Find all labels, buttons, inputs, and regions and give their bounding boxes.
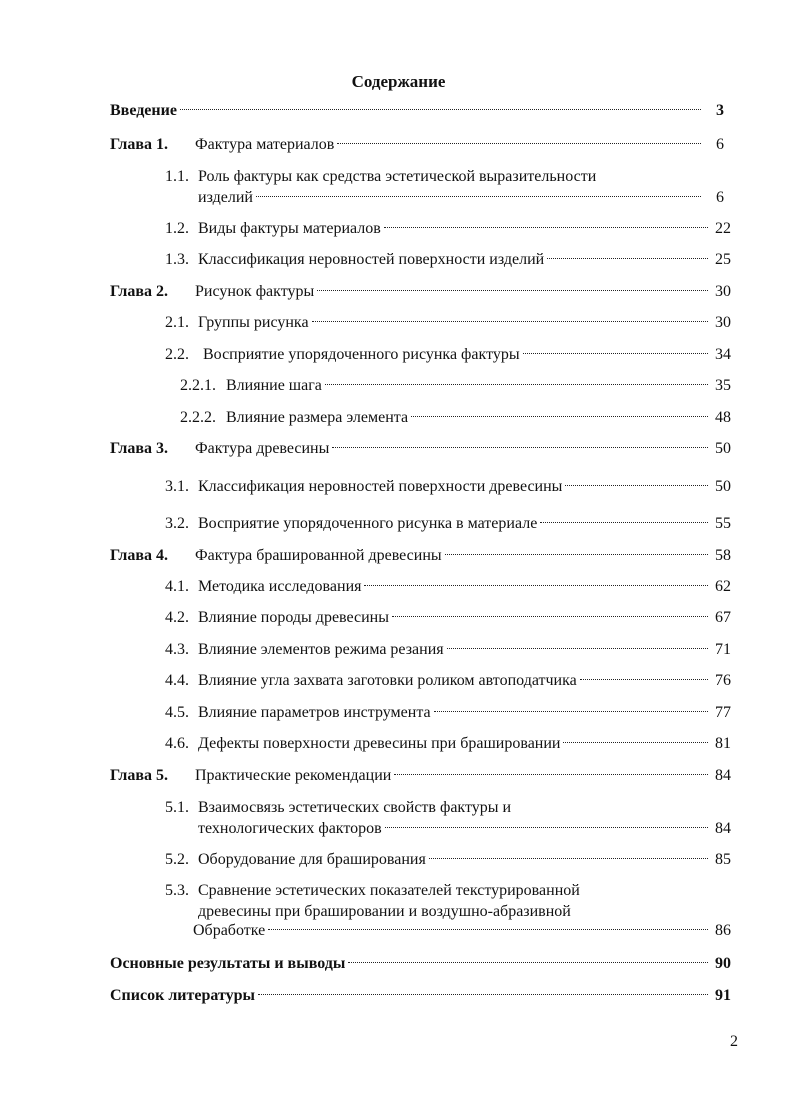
entry-text: Виды фактуры материалов	[198, 220, 381, 237]
entry-label: 4.4.	[165, 672, 189, 689]
toc-entry-3-1[interactable]	[165, 476, 731, 498]
leader-dots	[523, 353, 708, 354]
entry-label: 5.2.	[165, 851, 189, 868]
leader-dots	[384, 227, 708, 228]
toc-entry-5-3-line1[interactable]	[165, 880, 580, 902]
entry-label: Глава 4.	[110, 547, 168, 564]
entry-label: 1.1.	[165, 168, 189, 185]
leader-dots	[447, 648, 708, 649]
toc-entry-1-1-line2[interactable]	[198, 187, 724, 209]
toc-entry-chapter-1[interactable]	[110, 134, 724, 156]
toc-entry-1-1-line1[interactable]	[165, 166, 596, 188]
toc-entry-4-4[interactable]	[165, 670, 731, 692]
entry-label: 2.2.	[165, 346, 189, 363]
entry-label: 3.1.	[165, 478, 189, 495]
leader-dots	[180, 109, 701, 110]
entry-label: 2.2.2.	[180, 409, 216, 426]
entry-label: 4.3.	[165, 641, 189, 658]
entry-page: 35	[715, 377, 731, 394]
entry-page: 85	[715, 851, 731, 868]
entry-text: Влияние параметров инструмента	[198, 704, 431, 721]
entry-page: 67	[715, 609, 731, 626]
entry-label: 4.5.	[165, 704, 189, 721]
entry-page: 84	[715, 767, 731, 784]
entry-page: 76	[715, 672, 731, 689]
entry-text: Группы рисунка	[198, 314, 309, 331]
entry-page: 86	[715, 922, 731, 939]
entry-text: Рисунок фактуры	[195, 283, 315, 300]
entry-label: Глава 1.	[110, 136, 168, 153]
entry-page: 30	[715, 283, 731, 300]
toc-entry-2-2-2[interactable]	[180, 407, 731, 429]
entry-page: 50	[715, 440, 731, 457]
entry-label: Глава 3.	[110, 440, 168, 457]
leader-dots	[580, 679, 708, 680]
leader-dots	[348, 962, 708, 963]
toc-entry-5-2[interactable]	[165, 849, 731, 871]
toc-entry-5-1-line2[interactable]	[198, 818, 731, 840]
entry-page: 50	[715, 478, 731, 495]
leader-dots	[364, 585, 708, 586]
entry-label: Глава 5.	[110, 767, 168, 784]
toc-entry-chapter-2[interactable]	[110, 281, 731, 303]
entry-text: Фактура древесины	[195, 440, 330, 457]
entry-label: 4.1.	[165, 578, 189, 595]
toc-entry-chapter-3[interactable]	[110, 438, 731, 460]
leader-dots	[317, 290, 708, 291]
toc-entry-2-2-1[interactable]	[180, 375, 731, 397]
entry-text: Дефекты поверхности древесины при брашировании	[198, 735, 561, 752]
toc-entry-introduction[interactable]	[110, 100, 724, 122]
toc-entry-3-2[interactable]	[165, 513, 731, 535]
toc-entry-4-3[interactable]	[165, 639, 731, 661]
entry-page: 62	[715, 578, 731, 595]
leader-dots	[394, 774, 708, 775]
entry-label: 4.2.	[165, 609, 189, 626]
entry-label: 3.2.	[165, 515, 189, 532]
leader-dots	[332, 447, 708, 448]
toc-entry-bibliography[interactable]	[110, 985, 731, 1007]
toc-entry-4-6[interactable]	[165, 733, 731, 755]
entry-text-line2: технологических факторов	[198, 820, 382, 837]
page-title: Содержание	[351, 72, 446, 91]
toc-entry-1-2[interactable]	[165, 218, 731, 240]
entry-text: Фактура материалов	[195, 136, 335, 153]
entry-text: Влияние размера элемента	[226, 409, 409, 426]
entry-page: 55	[715, 515, 731, 532]
entry-page: 6	[716, 136, 724, 153]
entry-text: Восприятие упорядоченного рисунка фактуры	[203, 346, 520, 363]
entry-label: 4.6.	[165, 735, 189, 752]
entry-page: 3	[716, 102, 724, 119]
entry-text: Влияние породы древесины	[198, 609, 389, 626]
entry-label: 2.1.	[165, 314, 189, 331]
entry-page: 34	[715, 346, 731, 363]
leader-dots	[547, 258, 708, 259]
entry-text: Фактура брашированной древесины	[195, 547, 442, 564]
entry-label: 1.3.	[165, 251, 189, 268]
entry-page: 6	[716, 189, 724, 206]
entry-page: 77	[715, 704, 731, 721]
toc-entry-5-1-line1[interactable]	[165, 797, 511, 819]
toc-entry-4-1[interactable]	[165, 576, 731, 598]
entry-page: 84	[715, 820, 731, 837]
entry-text: Оборудование для браширования	[198, 851, 426, 868]
entry-text-line2: изделий	[198, 189, 253, 206]
entry-page: 71	[715, 641, 731, 658]
toc-entry-chapter-4[interactable]	[110, 545, 731, 567]
toc-entry-2-1[interactable]	[165, 312, 731, 334]
leader-dots	[325, 384, 708, 385]
toc-entry-results[interactable]	[110, 953, 731, 975]
entry-page: 25	[715, 251, 731, 268]
leader-dots	[429, 858, 708, 859]
toc-entry-4-5[interactable]	[165, 702, 731, 724]
entry-page: 90	[715, 955, 731, 972]
entry-text: Классификация неровностей поверхности изделий	[198, 251, 545, 268]
entry-text: Введение	[110, 102, 177, 119]
entry-page: 81	[715, 735, 731, 752]
entry-text: Влияние шага	[226, 377, 322, 394]
leader-dots	[434, 711, 708, 712]
leader-dots	[565, 485, 708, 486]
toc-entry-5-3-line3[interactable]	[193, 920, 731, 942]
leader-dots	[540, 522, 708, 523]
entry-text: Влияние угла захвата заготовки роликом автоподатчика	[198, 672, 577, 689]
leader-dots	[445, 554, 708, 555]
entry-page: 91	[715, 987, 731, 1004]
leader-dots	[312, 321, 708, 322]
leader-dots	[258, 994, 708, 995]
entry-text: Методика исследования	[198, 578, 362, 595]
entry-text-line1: Взаимосвязь эстетических свойств фактуры и	[198, 799, 512, 816]
entry-page: 30	[715, 314, 731, 331]
entry-text: Классификация неровностей поверхности древесины	[198, 478, 563, 495]
toc-entry-2-2[interactable]	[165, 344, 731, 366]
leader-dots	[256, 196, 701, 197]
entry-text-line3: Обработке	[193, 922, 266, 939]
entry-text: Восприятие упорядоченного рисунка в материале	[198, 515, 538, 532]
entry-text-line2: древесины при брашировании и воздушно-абразивной	[198, 903, 571, 920]
leader-dots	[411, 416, 708, 417]
toc-entry-4-2[interactable]	[165, 607, 731, 629]
entry-label: 5.3.	[165, 882, 189, 899]
entry-label: 2.2.1.	[180, 377, 216, 394]
leader-dots	[392, 616, 708, 617]
entry-text-line1: Сравнение эстетических показателей текстурированной	[198, 882, 580, 899]
toc-entry-1-3[interactable]	[165, 249, 731, 271]
entry-text: Практические рекомендации	[195, 767, 392, 784]
entry-text: Основные результаты и выводы	[110, 955, 346, 972]
entry-text-line1: Роль фактуры как средства эстетической выразительности	[198, 168, 597, 185]
leader-dots	[337, 143, 701, 144]
entry-page: 58	[715, 547, 731, 564]
entry-page: 48	[715, 409, 731, 426]
entry-text: Список литературы	[110, 987, 255, 1004]
page-number: 2	[730, 1033, 738, 1050]
entry-label: Глава 2.	[110, 283, 168, 300]
leader-dots	[268, 929, 708, 930]
entry-label: 5.1.	[165, 799, 189, 816]
toc-entry-chapter-5[interactable]	[110, 765, 731, 787]
entry-text: Влияние элементов режима резания	[198, 641, 444, 658]
entry-label: 1.2.	[165, 220, 189, 237]
leader-dots	[385, 827, 708, 828]
entry-page: 22	[715, 220, 731, 237]
leader-dots	[563, 742, 708, 743]
